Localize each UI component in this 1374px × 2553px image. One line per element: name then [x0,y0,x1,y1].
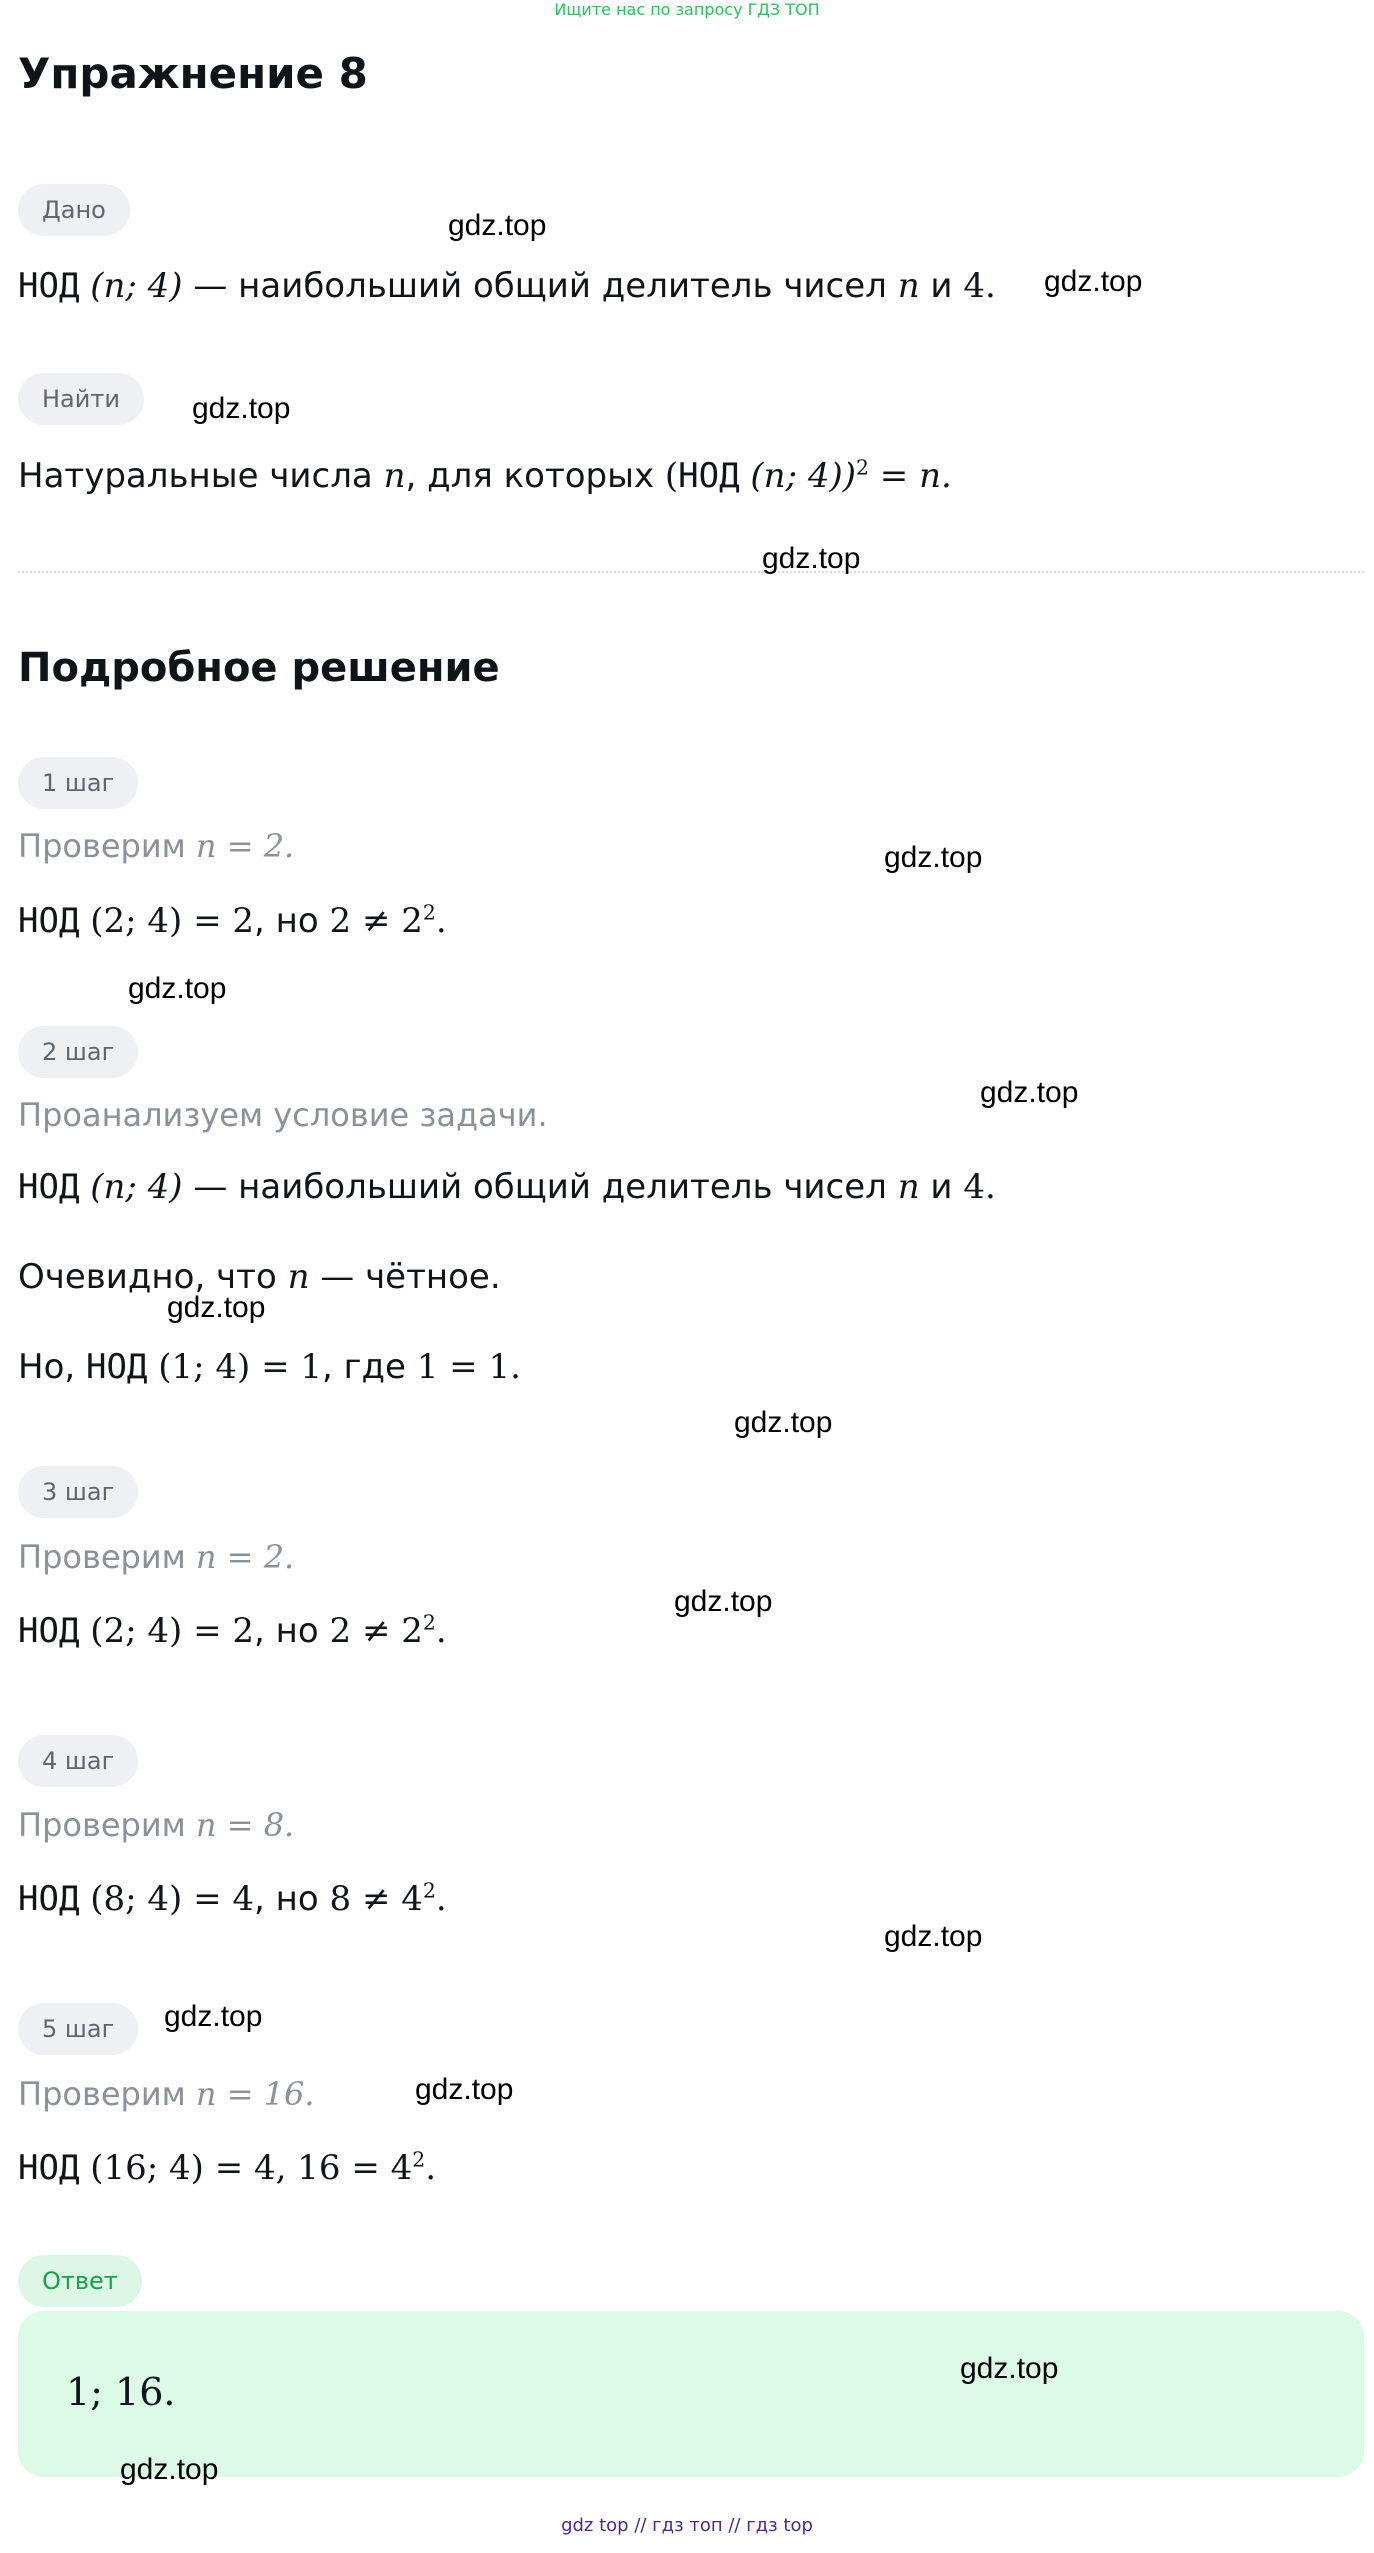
result-math: (16; 4) = 4, 16 = 4 [90,2148,413,2188]
top-search-hint: Ищите нас по запросу ГДЗ ТОП [554,0,820,19]
step-2-pill: 2 шаг [18,1026,138,1078]
given-var: n [897,266,920,306]
step-2-analysis: Проанализуем условие задачи. [18,1096,548,1134]
find-text: Натуральные числа [18,456,384,496]
find-exponent: 2 [856,455,869,480]
step-5-pill: 5 шаг [18,2003,138,2055]
nod-abbr: НОД [18,1167,80,1207]
watermark: gdz.top [884,841,983,874]
nod-abbr: НОД [18,1879,80,1919]
step-3-check [18,1533,294,1581]
section-divider [18,571,1364,573]
watermark: gdz.top [674,1585,773,1618]
result-end: . [435,1879,447,1919]
step-5-result [18,2144,436,2192]
watermark: gdz.top [762,542,861,575]
step-1-check [18,822,294,870]
given-number: 4. [963,266,996,306]
nod-abbr: НОД [85,1347,148,1387]
result-text: , но [254,901,330,941]
result-end: . [435,1611,447,1651]
check-math: n = 2. [195,827,295,865]
answer-label-pill: Ответ [18,2255,142,2307]
obvious-var: n [287,1257,310,1297]
but-text: Но, [18,1347,86,1387]
watermark: gdz.top [1044,265,1143,298]
result-math: (8; 4) = 4 [90,1879,255,1919]
def-math: (n; 4) [90,1167,183,1207]
check-math: n = 16. [195,2075,315,2113]
step-1-pill: 1 шаг [18,757,138,809]
given-text: — наибольший общий делитель чисел [182,266,898,306]
page-title: Упражнение 8 [18,49,368,98]
nod-abbr: НОД [18,901,80,941]
but-math: (1; 4) = 1 [158,1347,323,1387]
result-math: (2; 4) = 2 [90,901,255,941]
check-text: Проверим [18,2075,196,2113]
watermark: gdz.top [734,1406,833,1439]
find-label-pill: Найти [18,373,144,425]
result-exponent: 2 [422,900,436,925]
watermark: gdz.top [884,1920,983,1953]
result-compare: 2 ≠ 2 [329,901,423,941]
result-exponent: 2 [422,1610,436,1635]
step-2-but [18,1343,521,1391]
result-exponent: 2 [422,1878,436,1903]
def-var: n [897,1167,920,1207]
watermark: gdz.top [960,2352,1059,2385]
result-end: . [435,901,447,941]
but-where: , где [322,1347,417,1387]
result-math: (2; 4) = 2 [90,1611,255,1651]
watermark: gdz.top [128,972,227,1005]
solution-title: Подробное решение [18,645,500,691]
find-var: n [383,456,406,496]
watermark: gdz.top [164,2000,263,2033]
step-4-result [18,1875,447,1923]
def-text: — наибольший общий делитель чисел [182,1167,898,1207]
watermark: gdz.top [980,1076,1079,1109]
result-end: . [425,2148,437,2188]
nod-abbr: НОД [18,266,80,306]
find-nod-abbr: НОД [678,456,740,496]
result-text: , но [254,1611,330,1651]
result-exponent: 2 [412,2147,426,2172]
footer-links: gdz top // гдз топ // гдз top [561,2515,813,2536]
step-3-pill: 3 шаг [18,1466,138,1518]
watermark: gdz.top [448,209,547,242]
watermark: gdz.top [167,1291,266,1324]
def-and: и [919,1167,964,1207]
given-math-pair: (n; 4) [90,266,183,306]
given-text-and: и [919,266,964,306]
step-2-definition [18,1163,996,1211]
step-5-check [18,2070,315,2118]
result-text: , но [254,1879,330,1919]
find-text-which: , для которых [405,456,665,496]
obvious-text: Очевидно, что [18,1257,288,1297]
watermark: gdz.top [415,2073,514,2106]
watermark: gdz.top [192,392,291,425]
step-4-check [18,1801,294,1849]
find-open-paren: ( [664,456,679,496]
result-compare: 2 ≠ 2 [329,1611,423,1651]
answer-value: 1; 16. [66,2370,176,2414]
step-4-pill: 4 шаг [18,1735,138,1787]
obvious-tail: — чётное. [309,1257,501,1297]
check-math: n = 8. [195,1806,295,1844]
nod-abbr: НОД [18,2148,80,2188]
answer-box [18,2311,1364,2477]
check-math: n = 2. [195,1538,295,1576]
find-statement [18,452,952,500]
find-math: (n; 4)) [750,456,856,496]
step-1-result [18,897,447,945]
check-text: Проверим [18,827,196,865]
given-statement [18,262,996,310]
check-text: Проверим [18,1806,196,1844]
result-compare: 8 ≠ 4 [329,1879,423,1919]
def-number: 4. [963,1167,996,1207]
find-tail: = n. [868,456,952,496]
check-text: Проверим [18,1538,196,1576]
nod-abbr: НОД [18,1611,80,1651]
watermark: gdz.top [120,2453,219,2486]
but-math-2: 1 = 1. [416,1347,521,1387]
step-3-result [18,1607,447,1655]
given-label-pill: Дано [18,184,130,236]
